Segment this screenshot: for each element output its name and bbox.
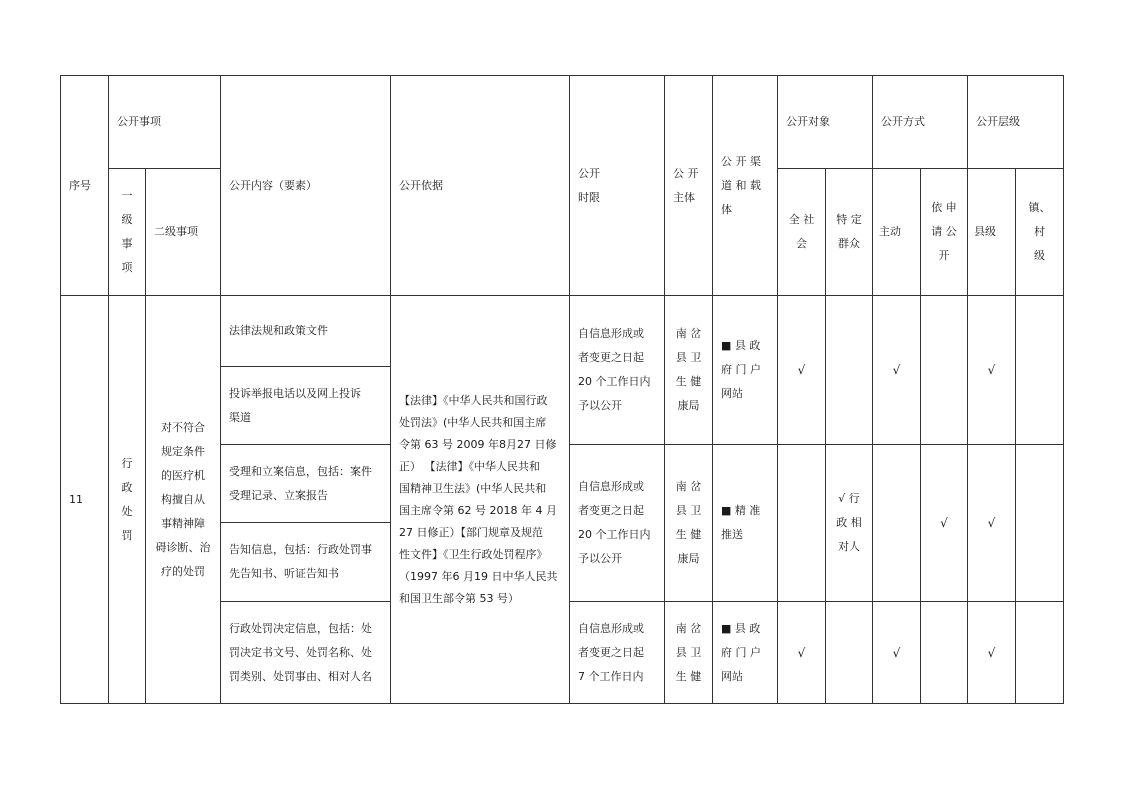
text-line: 时限 xyxy=(578,190,600,204)
text-line: 处 xyxy=(121,504,133,518)
text-line: 道 和 载 xyxy=(721,178,761,192)
text-line: 南 岔 xyxy=(675,621,702,635)
group-level-town xyxy=(1016,602,1064,704)
text-line: 正） 【法律】《中华人民共和 xyxy=(399,459,540,473)
text-line: 镇、 xyxy=(1028,201,1051,214)
text-line: 对不符合 xyxy=(161,420,205,434)
text-line: 【法律】《中华人民共和国行政 xyxy=(399,393,548,407)
text-line: 特 定 xyxy=(836,213,862,226)
text-line: 事 xyxy=(121,237,133,250)
header-target-group: 公开对象 xyxy=(778,76,873,169)
text-line: 县 卫 xyxy=(675,504,702,517)
row-level2 xyxy=(146,296,221,704)
header-time xyxy=(570,76,665,296)
text-line: 受理记录、立案报告 xyxy=(229,488,328,502)
group-time xyxy=(570,445,665,602)
text-line: 生 健 xyxy=(675,375,702,388)
text-line: 疗的处罚 xyxy=(161,564,205,578)
text-line: 碍诊断、治 xyxy=(155,540,211,554)
header-level2: 二级事项 xyxy=(146,169,221,296)
text-line: 请 公 xyxy=(931,225,957,238)
group-level-town xyxy=(1016,445,1064,602)
text-line: 规定条件 xyxy=(161,444,205,458)
group-method-apply: √ xyxy=(921,445,968,602)
text-line: 村 xyxy=(1034,225,1045,238)
text-line: 事精神障 xyxy=(161,516,205,530)
text-line: 南 岔 xyxy=(675,327,702,340)
text-line: 级 xyxy=(121,213,133,226)
row-seq: 11 xyxy=(61,296,109,704)
text-line: 公 开 渠 xyxy=(721,154,761,168)
text-line: 主体 xyxy=(673,190,695,204)
text-line: 行 xyxy=(121,456,133,470)
group-target-all: √ xyxy=(778,296,826,445)
text-line: 公开 xyxy=(578,166,600,180)
group-target-all xyxy=(778,445,826,602)
group-level-county: √ xyxy=(968,296,1016,445)
header-level-group: 公开层级 xyxy=(968,76,1064,169)
group-method-active: √ xyxy=(873,296,921,445)
text-line: 行政处罚决定信息，包括：处 xyxy=(229,621,372,635)
header-target-specific xyxy=(826,169,873,296)
content-cell xyxy=(221,296,391,367)
text-line: 群众 xyxy=(838,237,860,250)
group-channel xyxy=(713,296,778,445)
text-line: 会 xyxy=(796,237,807,250)
text-line: 者变更之日起 xyxy=(578,351,644,364)
text-line: 公 开 xyxy=(673,166,699,180)
header-subject xyxy=(665,76,713,296)
text-line: 县 卫 xyxy=(675,645,702,659)
text-line: 7 个工作日内 xyxy=(578,669,644,683)
content-cell xyxy=(221,523,391,602)
group-time xyxy=(570,602,665,704)
group-subject xyxy=(665,602,713,704)
text-line: 20 个工作日内 xyxy=(578,528,651,541)
group-level-county: √ xyxy=(968,445,1016,602)
header-method-apply xyxy=(921,169,968,296)
text-line: 罚 xyxy=(121,528,133,542)
text-line: 构擅自从 xyxy=(161,492,205,506)
header-target-all xyxy=(778,169,826,296)
group-channel xyxy=(713,445,778,602)
text-line: 级 xyxy=(1034,249,1045,262)
text-line: 对人 xyxy=(838,540,860,553)
header-channel xyxy=(713,76,778,296)
content-cell xyxy=(221,602,391,704)
text-line: 体 xyxy=(721,202,732,216)
text-line: ■ 县 政 xyxy=(721,621,761,635)
group-channel xyxy=(713,602,778,704)
text-line: 先告知书、听证告知书 xyxy=(229,567,339,580)
header-level-county: 县级 xyxy=(968,169,1016,296)
group-target-specific xyxy=(826,445,873,602)
text-line: 网站 xyxy=(721,387,743,400)
content-cell xyxy=(221,367,391,445)
header-method-active: 主动 xyxy=(873,169,921,296)
text-line: 的医疗机 xyxy=(161,468,205,482)
text-line: 和国卫生部令第 53 号） xyxy=(399,591,519,605)
disclosure-table xyxy=(60,75,1064,704)
header-item-group: 公开事项 xyxy=(109,76,221,169)
text-line: 予以公开 xyxy=(578,399,622,412)
content-cell xyxy=(221,445,391,523)
text-line: 渠道 xyxy=(229,410,251,424)
text-line: 生 健 xyxy=(675,669,702,683)
text-line: 罚决定书文号、处罚名称、处 xyxy=(229,645,372,659)
text-line: 者变更之日起 xyxy=(578,504,644,517)
text-line: 者变更之日起 xyxy=(578,645,644,659)
text-line: 自信息形成或 xyxy=(578,327,644,340)
text-line: 国精神卫生法》(中华人民共和 xyxy=(399,481,547,495)
text-line: 国主席令第 62 号 2018 年 4 月 xyxy=(399,503,557,517)
text-line: 推送 xyxy=(721,528,743,541)
text-line: 全 社 xyxy=(788,213,815,226)
text-line: 性文件】《卫生行政处罚程序》 xyxy=(399,547,548,561)
text-line: 开 xyxy=(938,249,950,262)
header-method-group: 公开方式 xyxy=(873,76,968,169)
text-line: 法律法规和政策文件 xyxy=(229,324,328,337)
text-line: 20 个工作日内 xyxy=(578,375,651,388)
text-line: 自信息形成或 xyxy=(578,621,644,635)
text-line: 27 日修正）【部门规章及规范 xyxy=(399,525,543,539)
text-line: ■ 精 准 xyxy=(721,504,761,517)
group-method-active xyxy=(873,445,921,602)
group-method-apply xyxy=(921,602,968,704)
text-line: 康局 xyxy=(677,399,700,412)
header-basis: 公开依据 xyxy=(391,76,570,296)
text-line: 政 相 xyxy=(836,516,862,529)
group-method-apply xyxy=(921,296,968,445)
text-line: （1997 年6 月19 日中华人民共 xyxy=(399,569,558,583)
text-line: 令第 63 号 2009 年8月27 日修 xyxy=(399,437,557,451)
header-level-town xyxy=(1016,169,1064,296)
row-level1 xyxy=(109,296,146,704)
header-level1 xyxy=(109,169,146,296)
text-line: 依 申 xyxy=(931,201,957,214)
text-line: 政 xyxy=(121,480,133,494)
text-line: 县 卫 xyxy=(675,351,702,364)
text-line: 投诉举报电话以及网上投诉 xyxy=(229,386,361,400)
text-line: 网站 xyxy=(721,669,743,683)
group-subject xyxy=(665,445,713,602)
group-target-all: √ xyxy=(778,602,826,704)
group-subject xyxy=(665,296,713,445)
header-content: 公开内容（要素） xyxy=(221,76,391,296)
text-line: 自信息形成或 xyxy=(578,480,644,493)
group-target-specific xyxy=(826,602,873,704)
text-line: 府 门 户 xyxy=(721,363,761,376)
text-line: 南 岔 xyxy=(675,480,702,493)
text-line: 告知信息，包括：行政处罚事 xyxy=(229,543,372,556)
text-line: 予以公开 xyxy=(578,552,622,565)
text-line: 项 xyxy=(121,261,133,274)
text-line: 罚类别、处罚事由、相对人名 xyxy=(229,669,372,683)
group-target-specific xyxy=(826,296,873,445)
text-line: 府 门 户 xyxy=(721,645,761,659)
text-line: 处罚法》(中华人民共和国主席 xyxy=(399,415,547,429)
text-line: 生 健 xyxy=(675,528,702,541)
group-level-town xyxy=(1016,296,1064,445)
text-line: 受理和立案信息，包括：案件 xyxy=(229,464,372,478)
group-level-county: √ xyxy=(968,602,1016,704)
group-time xyxy=(570,296,665,445)
group-method-active: √ xyxy=(873,602,921,704)
header-seq: 序号 xyxy=(61,76,109,296)
text-line: 康局 xyxy=(677,552,700,565)
text-line: √ 行 xyxy=(838,492,860,505)
text-line: ■ 县 政 xyxy=(721,339,761,352)
row-basis xyxy=(391,296,570,704)
text-line: 一 xyxy=(121,189,133,202)
